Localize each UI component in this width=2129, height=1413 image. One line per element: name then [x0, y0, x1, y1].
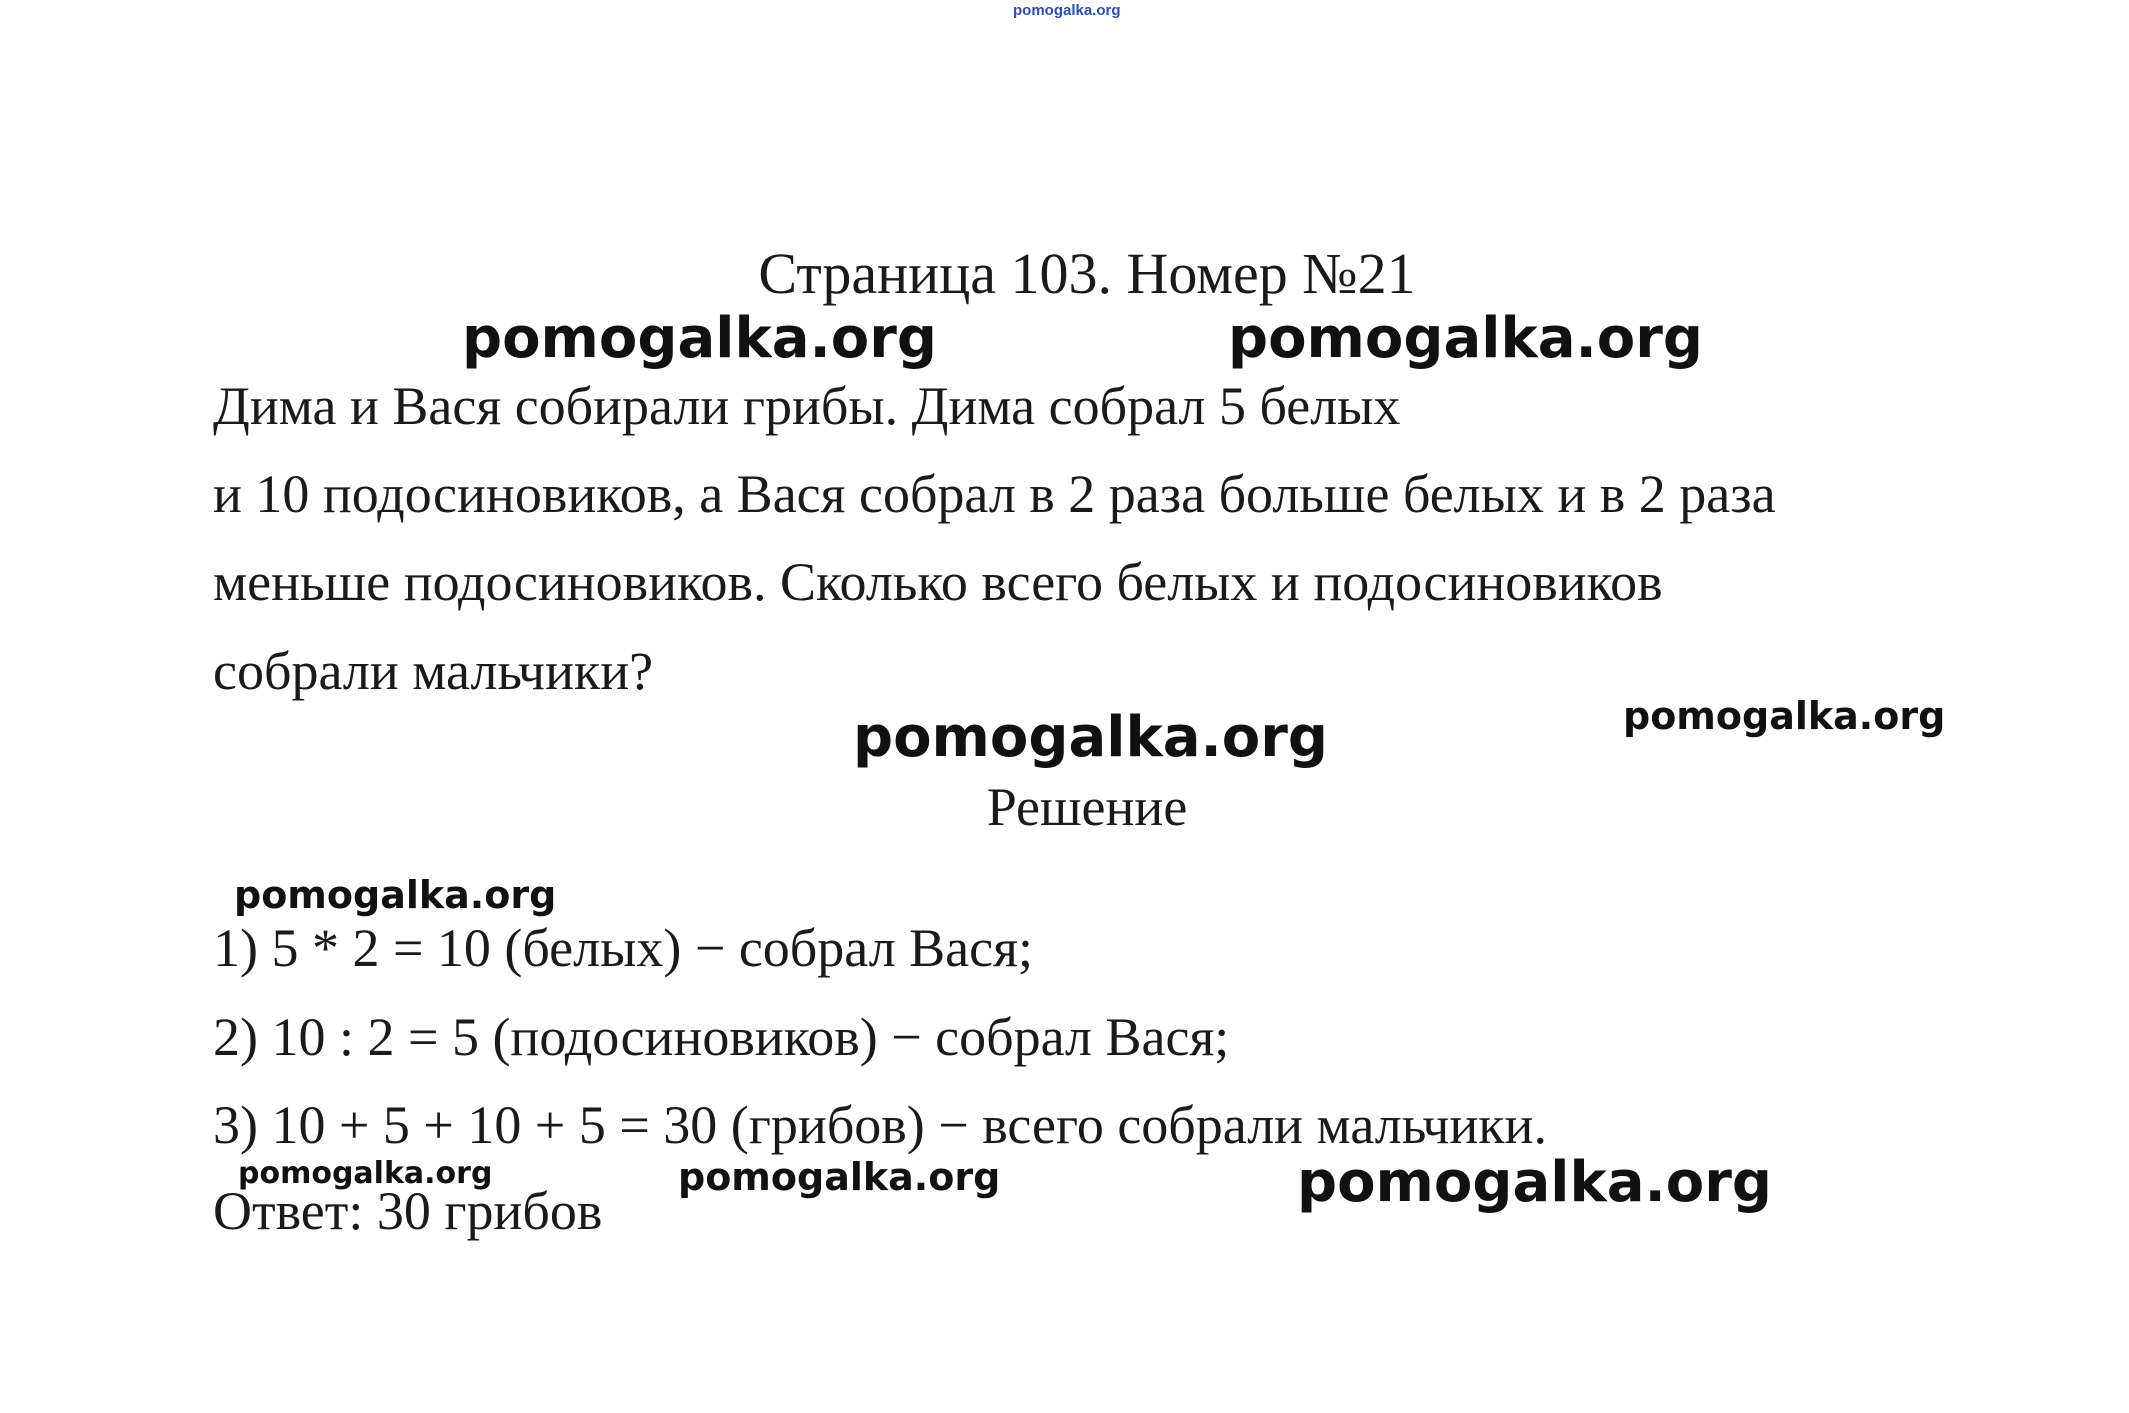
- watermark: pomogalka.org: [1623, 694, 1946, 738]
- watermark: pomogalka.org: [462, 306, 937, 371]
- watermark-top: pomogalka.org: [1013, 2, 1121, 19]
- problem-line: Дима и Вася собирали грибы. Дима собрал 5 белых: [213, 376, 1401, 436]
- problem-line: и 10 подосиновиков, а Вася собрал в 2 раза больше белых и в 2 раза: [213, 464, 1776, 524]
- watermark: pomogalka.org: [1228, 306, 1703, 371]
- problem-line: меньше подосиновиков. Сколько всего белых и подосиновиков: [213, 552, 1663, 612]
- watermark: pomogalka.org: [234, 873, 557, 917]
- solution-step: 3) 10 + 5 + 10 + 5 = 30 (грибов) − всего собрали мальчики.: [213, 1095, 1547, 1155]
- solution-step: 1) 5 * 2 = 10 (белых) − собрал Вася;: [213, 918, 1033, 978]
- problem-line: собрали мальчики?: [213, 641, 654, 701]
- watermark: pomogalka.org: [238, 1156, 493, 1191]
- watermark: pomogalka.org: [678, 1155, 1001, 1199]
- watermark: pomogalka.org: [1297, 1150, 1772, 1215]
- page-title: Страница 103. Номер №21: [758, 241, 1416, 306]
- solution-step: 2) 10 : 2 = 5 (подосиновиков) − собрал Вася;: [213, 1007, 1230, 1067]
- solution-heading: Решение: [986, 777, 1188, 837]
- answer-line: Ответ: 30 грибов: [213, 1181, 603, 1241]
- watermark: pomogalka.org: [853, 705, 1328, 770]
